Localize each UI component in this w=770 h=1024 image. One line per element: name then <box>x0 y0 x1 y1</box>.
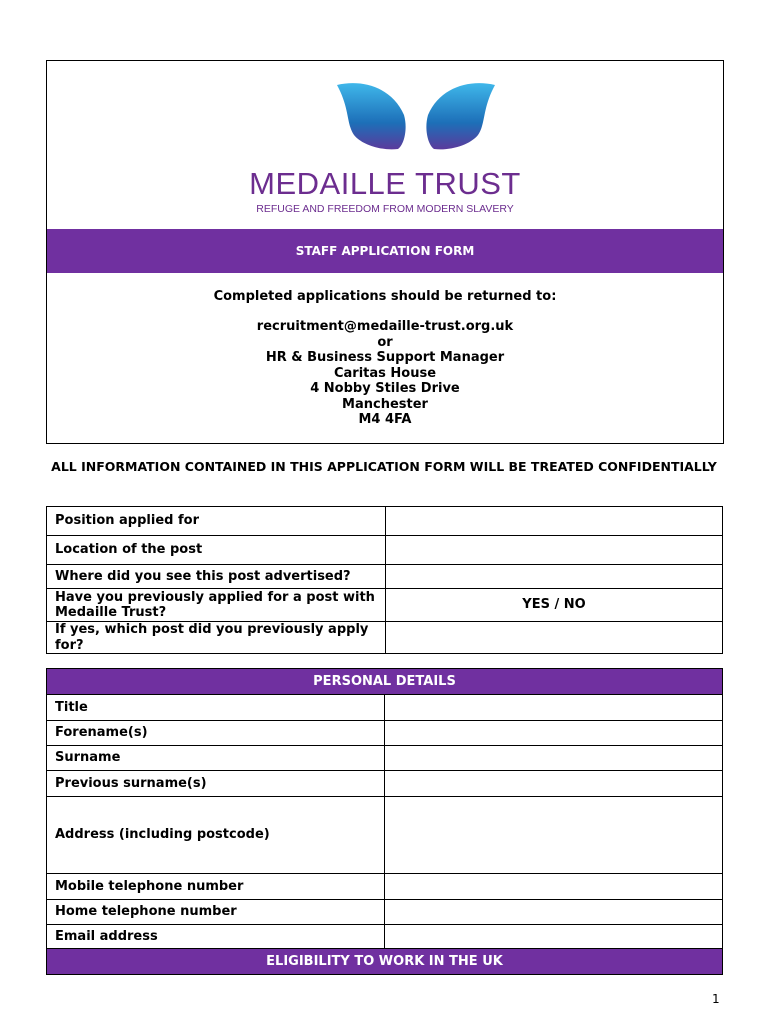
advert-source-field[interactable] <box>386 565 723 589</box>
table-row <box>47 900 723 925</box>
email-address-field[interactable] <box>385 925 723 949</box>
home-phone-field[interactable] <box>385 900 723 925</box>
table-row <box>47 695 723 721</box>
return-email[interactable]: recruitment@medaille-trust.org.uk <box>256 319 514 334</box>
previous-surname-field[interactable] <box>385 771 723 797</box>
position-table <box>46 506 723 654</box>
field-label: Home telephone number <box>47 900 385 925</box>
table-row <box>47 536 723 565</box>
confidentiality-notice: ALL INFORMATION CONTAINED IN THIS APPLICATION FORM WILL BE TREATED CONFIDENTIALLY <box>51 459 717 474</box>
table-row <box>47 771 723 797</box>
address-field[interactable] <box>385 797 723 874</box>
medaille-trust-logo <box>47 61 723 229</box>
table-row <box>47 507 723 536</box>
address-line: HR & Business Support Manager <box>265 350 505 365</box>
section-heading-row <box>47 669 723 695</box>
table-row <box>47 925 723 949</box>
table-row <box>47 874 723 900</box>
field-label: Forename(s) <box>47 721 385 746</box>
personal-details-heading: PERSONAL DETAILS <box>47 669 723 695</box>
address-line: M4 4FA <box>358 412 412 427</box>
butterfly-icon <box>332 79 500 159</box>
title-field[interactable] <box>385 695 723 721</box>
table-row <box>47 721 723 746</box>
field-label: Surname <box>47 746 385 771</box>
previous-post-field[interactable] <box>386 622 723 654</box>
personal-details-table <box>46 668 723 975</box>
form-title-band: STAFF APPLICATION FORM <box>47 229 723 273</box>
form-header <box>46 60 724 444</box>
field-label: Previous surname(s) <box>47 771 385 797</box>
table-row <box>47 622 723 654</box>
field-label: If yes, which post did you previously apply for? <box>47 622 386 654</box>
field-label: Title <box>47 695 385 721</box>
surname-field[interactable] <box>385 746 723 771</box>
logo-name: MEDAILLE TRUST <box>249 166 521 201</box>
post-location-field[interactable] <box>386 536 723 565</box>
address-line: Manchester <box>342 396 428 412</box>
mobile-phone-field[interactable] <box>385 874 723 900</box>
return-address <box>47 289 723 428</box>
page-number: 1 <box>712 992 720 1006</box>
table-row <box>47 589 723 622</box>
eligibility-heading: ELIGIBILITY TO WORK IN THE UK <box>47 949 723 975</box>
table-row <box>47 797 723 874</box>
address-line: 4 Nobby Stiles Drive <box>310 381 460 396</box>
forenames-field[interactable] <box>385 721 723 746</box>
field-label: Location of the post <box>47 536 386 565</box>
field-label: Where did you see this post advertised? <box>47 565 386 589</box>
field-label: Mobile telephone number <box>47 874 385 900</box>
return-or: or <box>377 334 393 350</box>
field-label: Have you previously applied for a post with Medaille Trust? <box>47 589 386 622</box>
previously-applied-field[interactable]: YES / NO <box>386 589 723 622</box>
table-row <box>47 746 723 771</box>
table-row <box>47 565 723 589</box>
logo-tagline: REFUGE AND FREEDOM FROM MODERN SLAVERY <box>256 203 514 215</box>
field-label: Position applied for <box>47 507 386 536</box>
position-applied-field[interactable] <box>386 507 723 536</box>
return-intro: Completed applications should be returned to: <box>213 289 557 304</box>
address-line: Caritas House <box>333 365 437 381</box>
field-label: Email address <box>47 925 385 949</box>
section-heading-row <box>47 949 723 975</box>
field-label: Address (including postcode) <box>47 797 385 874</box>
